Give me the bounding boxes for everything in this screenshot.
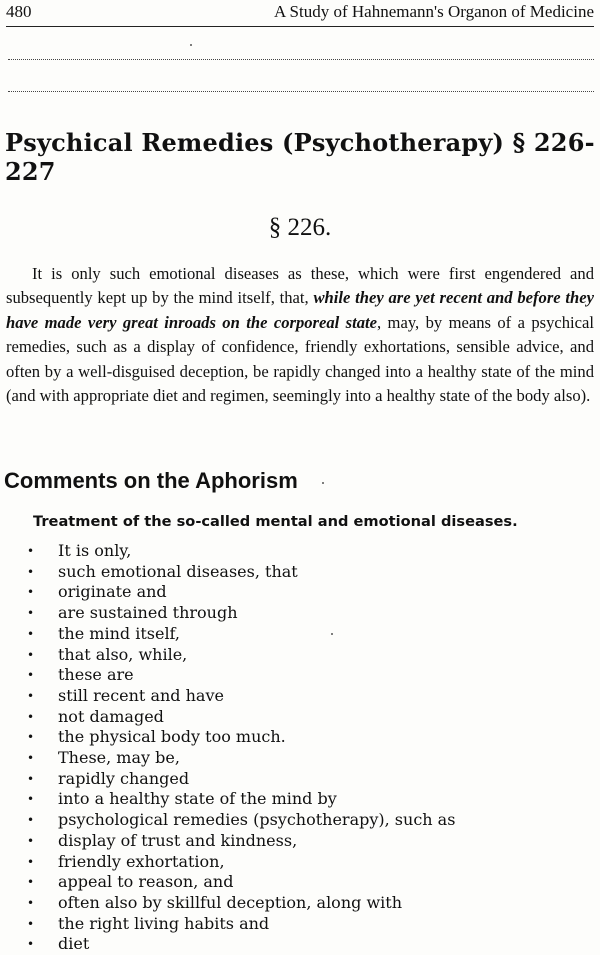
list-item <box>27 707 455 728</box>
list-item <box>27 831 455 852</box>
running-title: A Study of Hahnemann's Organon of Medicine <box>273 2 594 21</box>
list-item-text: such emotional diseases, that <box>58 561 298 581</box>
list-item-text: rapidly changed <box>58 768 190 788</box>
running-header <box>6 0 594 27</box>
bullet-icon: • <box>27 833 35 848</box>
list-item <box>27 769 455 790</box>
list-item <box>27 934 455 955</box>
list-item-text: that also, while, <box>58 644 188 664</box>
scan-speck <box>331 633 333 635</box>
list-item <box>27 645 455 666</box>
list-item <box>27 582 455 603</box>
list-item-text: friendly exhortation, <box>58 851 225 871</box>
section-title: Psychical Remedies (Psychotherapy) § 226-227 <box>5 128 595 186</box>
treatment-heading: Treatment of the so-called mental and emotional diseases. <box>33 513 518 530</box>
bullet-icon: • <box>27 751 35 766</box>
list-item <box>27 852 455 873</box>
aphorism-text-after: , may, by means of a psychical remedies, such as a display of confidence, friendly exhortations, sensible advice, and often by a well-disguised deception, be rapidly changed into a healthy state of the mind (and with appropriate diet and regimen, seemingly into a healthy state of the body also). <box>6 312 594 406</box>
list-item <box>27 872 455 893</box>
list-item <box>27 789 455 810</box>
bullet-icon: • <box>27 792 35 807</box>
list-item-text: originate and <box>58 582 167 602</box>
list-item <box>27 541 455 562</box>
list-item <box>27 562 455 583</box>
list-item-text: psychological remedies (psychotherapy), such as <box>58 810 456 830</box>
list-item-text: still recent and have <box>58 685 224 705</box>
dotted-line <box>8 89 594 92</box>
list-item-text: appeal to reason, and <box>58 872 234 892</box>
bullet-list <box>27 541 455 955</box>
bullet-icon: • <box>27 771 35 786</box>
bullet-icon: • <box>27 564 35 579</box>
comments-heading: Comments on the Aphorism <box>4 468 298 493</box>
bullet-icon: • <box>27 606 35 621</box>
list-item <box>27 603 455 624</box>
scan-speck <box>190 44 192 46</box>
bullet-icon: • <box>27 626 35 641</box>
list-item-text: It is only, <box>58 541 132 560</box>
page-number: 480 <box>6 2 32 21</box>
list-item-text: display of trust and kindness, <box>58 830 298 850</box>
list-item <box>27 914 455 935</box>
bullet-icon: • <box>27 709 35 724</box>
list-item <box>27 686 455 707</box>
bullet-icon: • <box>27 937 35 952</box>
bullet-icon: • <box>27 875 35 890</box>
bullet-icon: • <box>27 688 35 703</box>
bullet-icon: • <box>27 668 35 683</box>
list-item-text: not damaged <box>58 706 164 726</box>
list-item-text: into a healthy state of the mind by <box>58 789 337 809</box>
bullet-icon: • <box>27 916 35 931</box>
scan-speck <box>322 482 324 484</box>
list-item <box>27 748 455 769</box>
aphorism-text-before: It is only such emotional diseases as these, which were first engendered and subsequently kept up by the mind itself, that, <box>6 264 594 308</box>
bullet-icon: • <box>27 585 35 600</box>
list-item <box>27 727 455 748</box>
aphorism-text <box>6 262 594 408</box>
list-item <box>27 810 455 831</box>
list-item-text: the physical body too much. <box>58 727 286 747</box>
list-item-text: these are <box>58 665 134 685</box>
bullet-icon: • <box>27 854 35 869</box>
aphorism-number: § 226. <box>268 214 332 241</box>
list-item <box>27 624 455 645</box>
bullet-icon: • <box>27 895 35 910</box>
bullet-icon: • <box>27 813 35 828</box>
bullet-icon: • <box>27 544 35 558</box>
list-item <box>27 665 455 686</box>
bullet-icon: • <box>27 730 35 745</box>
list-item-text: diet <box>58 934 90 954</box>
list-item-text: often also by skillful deception, along with <box>58 892 402 912</box>
dotted-line <box>8 57 594 60</box>
list-item-text: are sustained through <box>58 603 238 623</box>
aphorism-text-emphasis: while they are yet recent and before they have made very great inroads on the corporeal state <box>6 288 594 332</box>
list-item <box>27 893 455 914</box>
list-item-text: the mind itself, <box>58 623 180 643</box>
list-item-text: These, may be, <box>58 748 180 768</box>
bullet-icon: • <box>27 647 35 662</box>
list-item-text: the right living habits and <box>58 913 270 933</box>
